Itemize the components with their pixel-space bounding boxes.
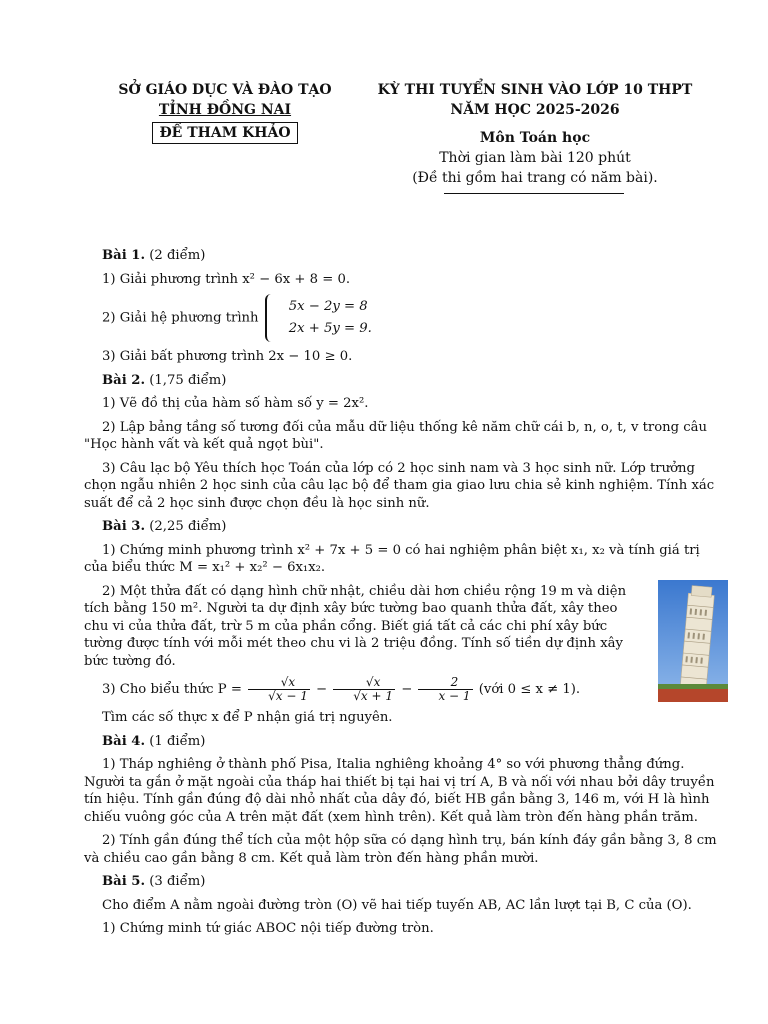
bai2-q2: 2) Lập bảng tầng số tương đối của mẫu dữ liệu thống kê năm chữ cái b, n, o, t, v trong câu "Học hành vất và kết quả ngọt bùi". [84, 419, 707, 452]
bai4-title: Bài 4. [102, 733, 146, 749]
bai5-score: (3 điểm) [149, 874, 206, 889]
header-right [360, 80, 710, 188]
bai1-q2-lead: 2) Giải hệ phương trình [102, 310, 259, 326]
bai3-q3-ask: Tìm các số thực x để P nhận giá trị nguyên. [102, 710, 393, 725]
fraction-2 [333, 676, 395, 703]
bai1-q2 [84, 294, 726, 342]
exam-body [84, 243, 726, 944]
bai4-heading [84, 733, 726, 751]
bai1-score: (2 điểm) [149, 248, 206, 263]
system-eq1: 5x − 2y = 8 [288, 299, 368, 314]
fraction-1 [248, 676, 310, 703]
fraction-3 [418, 676, 472, 703]
bai1-q1: 1) Giải phương trình x² − 6x + 8 = 0. [102, 271, 351, 287]
bai3-score: (2,25 điểm) [149, 519, 227, 534]
bai5-title: Bài 5. [102, 874, 146, 889]
header-left [80, 80, 370, 144]
fraction-3-num: 2 [418, 676, 472, 690]
bai2-q1: 1) Vẽ đồ thị của hàm số hàm số y = 2x². [102, 396, 369, 411]
bai3-q2: 2) Một thửa đất có dạng hình chữ nhật, chiều dài hơn chiều rộng 19 m và diện tích bằng 150 m². Người ta dự định xây bức tường bao quanh thửa đất, xây theo chu vi của thửa đất, trừ 5 m của phần cổng. Biết giá tất cả các chi phí xây bức tường được tính với mỗi mét theo chu vi là 2 triệu đồng. Tính số tiền dự định xây bức tường đó. [84, 583, 627, 669]
bai2-title: Bài 2. [102, 372, 146, 388]
subject: Môn Toán học [479, 130, 591, 146]
fraction-1-num: √x [248, 676, 310, 690]
page-note: (Đề thi gồm hai trang có năm bài). [412, 170, 658, 186]
duration: Thời gian làm bài 120 phút [439, 150, 631, 166]
bai2-q3: 3) Câu lạc bộ Yêu thích học Toán của lớp có 2 học sinh nam và 3 học sinh nữ. Lớp trưởng chọn ngẫu nhiên 2 học sinh của câu lạc bộ để tham gia giao lưu chia sẻ kinh nghiệm. Tính xác suất để cả 2 học sinh được chọn đều là học sinh nữ. [84, 460, 715, 511]
bai3-q3-lead: 3) Cho biểu thức P = [102, 682, 242, 697]
bai3-title: Bài 3. [102, 519, 146, 534]
province-name: TỈNH ĐỒNG NAI [158, 102, 292, 118]
school-year: NĂM HỌC 2025-2026 [450, 102, 620, 118]
system-eq2: 2x + 5y = 9. [288, 321, 372, 336]
bai3-q3-condition: (với 0 ≤ x ≠ 1). [478, 682, 581, 697]
bai1-q3: 3) Giải bất phương trình 2x − 10 ≥ 0. [102, 349, 353, 364]
bai4-q2: 2) Tính gần đúng thể tích của một hộp sữa có dạng hình trụ, bán kính đáy gần bằng 3, 8 cm và chiều cao gần bằng 8 cm. Kết quả làm tròn đến hàng phần mười. [84, 833, 717, 866]
bai4-q1: 1) Tháp nghiêng ở thành phố Pisa, Italia nghiêng khoảng 4° so với phương thẳng đứng. Người ta gắn ở mặt ngoài của tháp hai thiết bị tại hai vị trí A, B và nối với nhau bởi dây truyền tín hiệu. Tính gần đúng độ dài nhỏ nhất của dây đó, biết HB gần bằng 3, 146 m, với H là hình chiếu vuông góc của A trên mặt đất (xem hình trên). Kết quả làm tròn đến hàng phần trăm. [84, 757, 715, 825]
grass [658, 684, 728, 689]
bai4-score: (1 điểm) [149, 733, 206, 749]
department-name: SỞ GIÁO DỤC VÀ ĐÀO TẠO [118, 82, 332, 98]
exam-title: KỲ THI TUYỂN SINH VÀO LỚP 10 THPT [377, 82, 693, 98]
equation-system [265, 294, 376, 342]
pisa-tower-photo [658, 580, 728, 702]
bai1-heading [84, 247, 726, 265]
fraction-2-den: √x + 1 [353, 689, 393, 703]
bai5-heading [84, 873, 726, 891]
bai3-q3: 3) Cho biểu thức P = $\frac{√x}{√x - 1}$ − $\frac{√x}{√x + 1}$ − $\frac{2}{x - 1}$ (với 0 ≤ x ≠ 1). [102, 675, 581, 703]
bai2-score: (1,75 điểm) [149, 372, 227, 388]
bai3-q1: 1) Chứng minh phương trình x² + 7x + 5 = 0 có hai nghiệm phân biệt x₁, x₂ và tính giá trị của biểu thức M = x₁² + x₂² − 6x₁x₂. [84, 542, 700, 575]
fraction-1-den: √x − 1 [268, 689, 308, 703]
header-divider [444, 193, 624, 194]
fraction-2-num: √x [333, 676, 395, 690]
bai1-title: Bài 1. [102, 248, 146, 263]
bai3-heading [84, 518, 726, 536]
fraction-3-den: x − 1 [438, 689, 471, 703]
ground [658, 688, 728, 702]
bai5-intro: Cho điểm A nằm ngoài đường tròn (O) vẽ hai tiếp tuyến AB, AC lần lượt tại B, C của (O). [102, 897, 692, 913]
bai2-heading [84, 372, 726, 390]
bai5-q1: 1) Chứng minh tứ giác ABOC nội tiếp đường tròn. [102, 921, 434, 936]
reference-exam-label: ĐỀ THAM KHẢO [152, 122, 297, 144]
